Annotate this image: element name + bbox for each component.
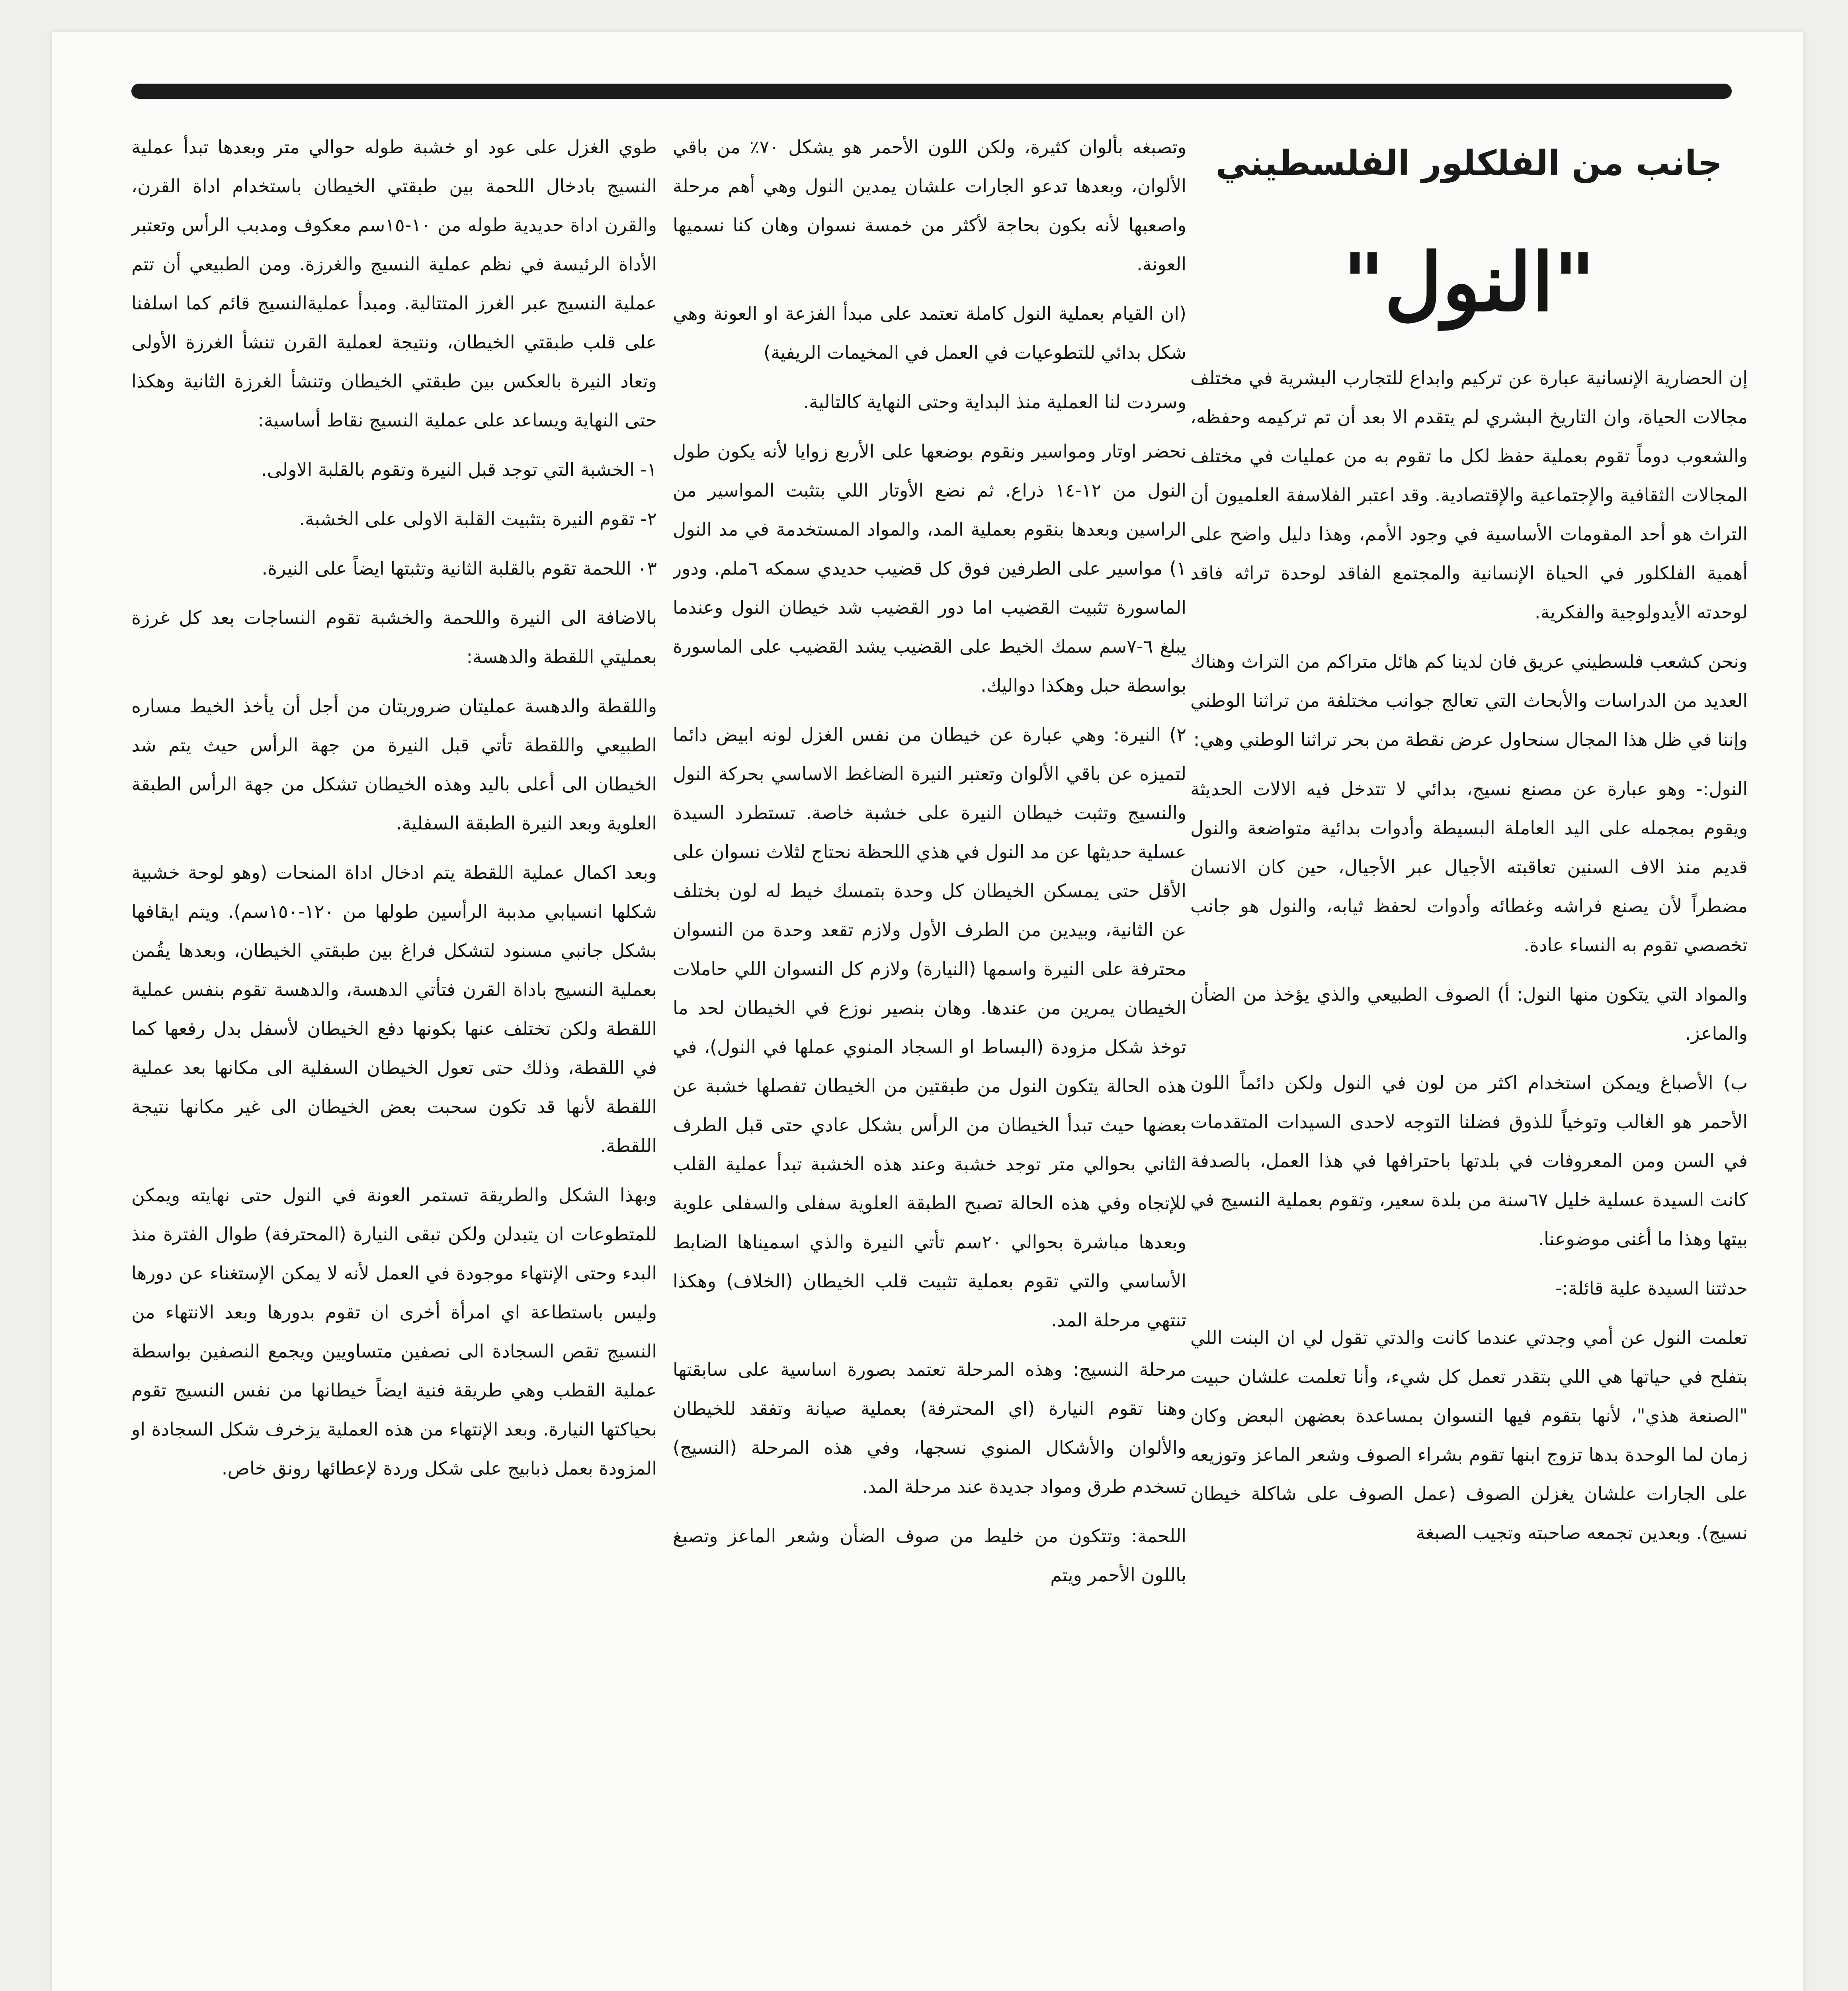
paragraph: نحضر اوتار ومواسير ونقوم بوضعها على الأربع زوايا لأنه يكون طول النول من ١٢-١٤ ذراع. ثم نضع الأوتار اللي بتثبت المواسير من الراسين وبعدها بنقوم بعملية المد، والمواد المستخدمة في مد النول ١) مواسير على الطرفين فوق كل قضيب حديدي سمكه ٦ملم. ودور الماسورة تثبيت القضيب اما دور القضيب شد خيطان النول وعندما يبلغ ٦-٧سم سمك الخيط على القضيب يشد القضيب على الماسورة بواسطة حبل وهكذا دواليك. — [673, 440, 1186, 696]
paragraph: طوي الغزل على عود او خشبة طوله حوالي متر وبعدها تبدأ عملية النسيج بادخال اللحمة بين طبقتي الخيطان باستخدام اداة القرن، والقرن اداة حديدية طوله من ١٠-١٥سم معكوف ومدبب الرأس وتعتبر الأداة الرئيسة في نظم عملية النسيج والغرزة. ومن الطبيعي أن تتم عملية النسيج عبر الغرز المتتالية. ومبدأ عمليةالنسيج قائم كما اسلفنا على قلب طبقتي الخيطان، ونتيجة لعملية القرن تنشأ الغرزة الأولى وتعاد النيرة بالعكس بين طبقتي الخيطان وتنشأ الغرزة الثانية وهكذا حتى النهاية ويساعد على عملية النسيج نقاط أساسية: — [131, 136, 657, 431]
paragraph: مرحلة النسيج: وهذه المرحلة تعتمد بصورة اساسية على سابقتها وهنا تقوم النيارة (اي المحترفة) بعملية صيانة وتفقد للخيطان والألوان والأشكال المنوي نسجها، وفي هذه المرحلة (النسيج) تسخدم طرق ومواد جديدة عند مرحلة المد. — [673, 1359, 1186, 1497]
paragraph: اللحمة: وتتكون من خليط من صوف الضأن وشعر الماعز وتصبغ باللون الأحمر ويتم — [673, 1525, 1186, 1586]
paragraph: ٠٣ اللحمة تقوم بالقلبة الثانية وتثبتها ايضاً على النيرة. — [262, 557, 657, 579]
section-title: جانب من الفلكلور الفلسطيني — [1215, 143, 1723, 183]
paragraph: ونحن كشعب فلسطيني عريق فان لدينا كم هائل متراكم من التراث وهناك العديد من الدراسات والأبحاث التي تعالج جوانب مختلفة من تراثنا الوطني وإننا في ظل هذا المجال سنحاول عرض نقطة من بحر تراثنا الوطني وهي: — [1190, 651, 1748, 750]
paragraph: ٢- تقوم النيرة بتثبيت القلبة الاولى على الخشبة. — [299, 508, 657, 530]
paragraph: بالاضافة الى النيرة واللحمة والخشبة تقوم النساجات بعد كل غرزة بعمليتي اللقطة والدهسة: — [131, 607, 657, 667]
paragraph: وسردت لنا العملية منذ البداية وحتى النهاية كالتالية. — [803, 391, 1186, 413]
article-title: "النول" — [1343, 236, 1595, 329]
paragraph: ب) الأصباغ ويمكن استخدام اكثر من لون في النول ولكن دائماً اللون الأحمر هو الغالب وتوخياً للذوق فضلنا التوجه لاحدى السيدات المتقدمات في السن ومن المعروفات في بلدتها باحترافها في هذا العمل، بالصدفة كانت السيدة عسلية خليل ٦٧سنة من بلدة سعير، وتقوم بعملية النسيج في بيتها وهذا ما أغنى موضوعنا. — [1190, 1072, 1748, 1250]
paragraph: (ان القيام بعملية النول كاملة تعتمد على مبدأ الفزعة او العونة وهي شكل بدائي للتطوعيات في العمل في المخيمات الريفية) — [673, 303, 1186, 363]
paragraph: وتصبغه بألوان كثيرة، ولكن اللون الأحمر هو يشكل ٧٠٪ من باقي الألوان، وبعدها تدعو الجارات علشان يمدين النول وهي أهم مرحلة واصعبها لأنه بكون بحاجة لأكثر من خمسة نسوان وهان كنا نسميها العونة. — [673, 136, 1186, 275]
text-column-left — [131, 127, 657, 1991]
paragraph: النول:- وهو عبارة عن مصنع نسيج، بدائي لا تتدخل فيه الالات الحديثة ويقوم بمجمله على اليد العاملة البسيطة وأدوات بدائية متواضعة والنول قديم منذ الاف السنين تعاقبته الأجيال عبر الأجيال، حين كان الانسان مضطراً لأن يصنع فراشه وغطائه وأدوات لحفظ ثيابه، والنول هو جانب تخصصي تقوم به النساء عادة. — [1190, 778, 1748, 956]
paragraph: حدثتنا السيدة علية قائلة:- — [1555, 1277, 1748, 1299]
paragraph: والمواد التي يتكون منها النول: أ) الصوف الطبيعي والذي يؤخذ من الضأن والماعز. — [1190, 984, 1748, 1044]
paragraph: وبهذا الشكل والطريقة تستمر العونة في النول حتى نهايته ويمكن للمتطوعات ان يتبدلن ولكن تبقى النيارة (المحترفة) طوال الفترة منذ البدء وحتى الإنتهاء موجودة في العمل لأنه لا يمكن الإستغناء عن دورها وليس باستطاعة اي امرأة أخرى ان تقوم بدورها وبعد الانتهاء من النسيج تقص السجادة الى نصفين متساويين ويجمع النصفين بواسطة عملية القطب وهي طريقة فنية ايضاً خيطانها من نفس النسيج تقوم بحياكتها النيارة. وبعد الإنتهاء من هذه العملية يزخرف شكل السجادة او المزودة بعمل ذبابيج على شكل وردة لإعطائها رونق خاص. — [131, 1184, 657, 1479]
paragraph: تعلمت النول عن أمي وجدتي عندما كانت والدتي تقول لي ان البنت اللي بتفلح في حياتها هي اللي بتقدر تعمل كل شيء، وأنا تعلمت علشان حبيت "الصنعة هذي"، لأنها بتقوم فيها النسوان بمساعدة بعضهن البعض وكان زمان لما الوحدة بدها تزوج ابنها تقوم بشراء الصوف وشعر الماعز وتوزيعه على الجارات علشان يغزلن الصوف (عمل الصوف على شاكلة خيطان نسيج). وبعدين تجمعه صاحبته وتجيب الصبغة — [1190, 1327, 1748, 1543]
paragraph: وبعد اكمال عملية اللقطة يتم ادخال اداة المنحات (وهو لوحة خشبية شكلها انسيابي مدببة الرأسين طولها من ١٢٠-١٥٠سم). ويتم ايقافها بشكل جانبي مسنود لتشكل فراغ بين طبقتي الخيطان، وبعدها يقُمن بعملية النسيج باداة القرن فتأتي الدهسة، والدهسة تقوم بنفس عملية اللقطة ولكن تختلف عنها بكونها دفع الخيطان لأسفل بدل رفعها كما في اللقطة، وذلك حتى تعول الخيطان السفلية الى مكانها بعد عملية اللقطة لأنها قد تكون سحبت بعض الخيطان الى غير مكانها نتيجة اللقطة. — [131, 862, 657, 1156]
paragraph: إن الحضارية الإنسانية عبارة عن تركيم وابداع للتجارب البشرية في مختلف مجالات الحياة، وان التاريخ البشري لم يتقدم الا بعد أن تم تركيمه وحفظه، والشعوب دوماً تقوم بعملية حفظ لكل ما تقوم به من عمليات في مختلف المجالات الثقافية والإجتماعية والإقتصادية. وقد اعتبر الفلاسفة العلميون أن التراث هو أحد المقومات الأساسية في وجود الأمم، وهذا دليل واضح على أهمية الفلكلور في الحياة الإنسانية والمجتمع الفاقد لوحدة تراثه فاقد لوحدته الأيدولوجية والفكرية. — [1190, 367, 1748, 623]
paragraph: واللقطة والدهسة عمليتان ضروريتان من أجل أن يأخذ الخيط مساره الطبيعي واللقطة تأتي قبل النيرة من جهة الرأس حيث يتم شد الخيطان الى أعلى باليد وهذه الخيطان تشكل من جهة الرأس الطبقة العلوية وبعد النيرة الطبقة السفلية. — [131, 695, 657, 834]
text-column-right — [1190, 358, 1748, 1991]
top-rule — [131, 84, 1732, 99]
paragraph: ١- الخشبة التي توجد قبل النيرة وتقوم بالقلبة الاولى. — [261, 459, 657, 480]
text-column-middle — [673, 127, 1186, 1991]
paragraph: ٢) النيرة: وهي عبارة عن خيطان من نفس الغزل لونه ابيض دائما لتميزه عن باقي الألوان وتعتبر النيرة الضاغط الاساسي بحركة النول والنسيج وتثبت خيطان النيرة على خشبة خاصة. تستطرد السيدة عسلية حديثها عن مد النول في هذي اللحظة نحتاج لثلاث نسوان على الأقل حتى يمسكن الخيطان كل وحدة بتمسك خيط له لون بختلف عن الثانية، وبيدين من الطرف الأول ولازم تقعد وحدة من النسوان محترفة على النيرة واسمها (النيارة) ولازم كل النسوان اللي حاملات الخيطان يمرين من عندها. وهان بنصير نوزع في الخيطان لحد ما توخذ شكل مزودة (البساط او السجاد المنوي عملها في النول)، في هذه الحالة يتكون النول من طبقتين من الخيطان تفصلها خشبة عن بعضها حيث تبدأ الخيطان من الرأس بشكل عادي حتى قبل الطرف الثاني بحوالي متر توجد خشبة وعند هذه الخشبة تبدأ عملية القلب للإتجاه وفي هذه الحالة تصبح الطبقة العلوية سفلى والسفلى علوية وبعدها مباشرة بحوالي ٢٠سم تأتي النيرة والذي اسميناها الضابط الأساسي والتي تقوم بعملية تثبيت قلب الخيطان (الخلاف) وهكذا تنتهي مرحلة المد. — [673, 724, 1186, 1331]
